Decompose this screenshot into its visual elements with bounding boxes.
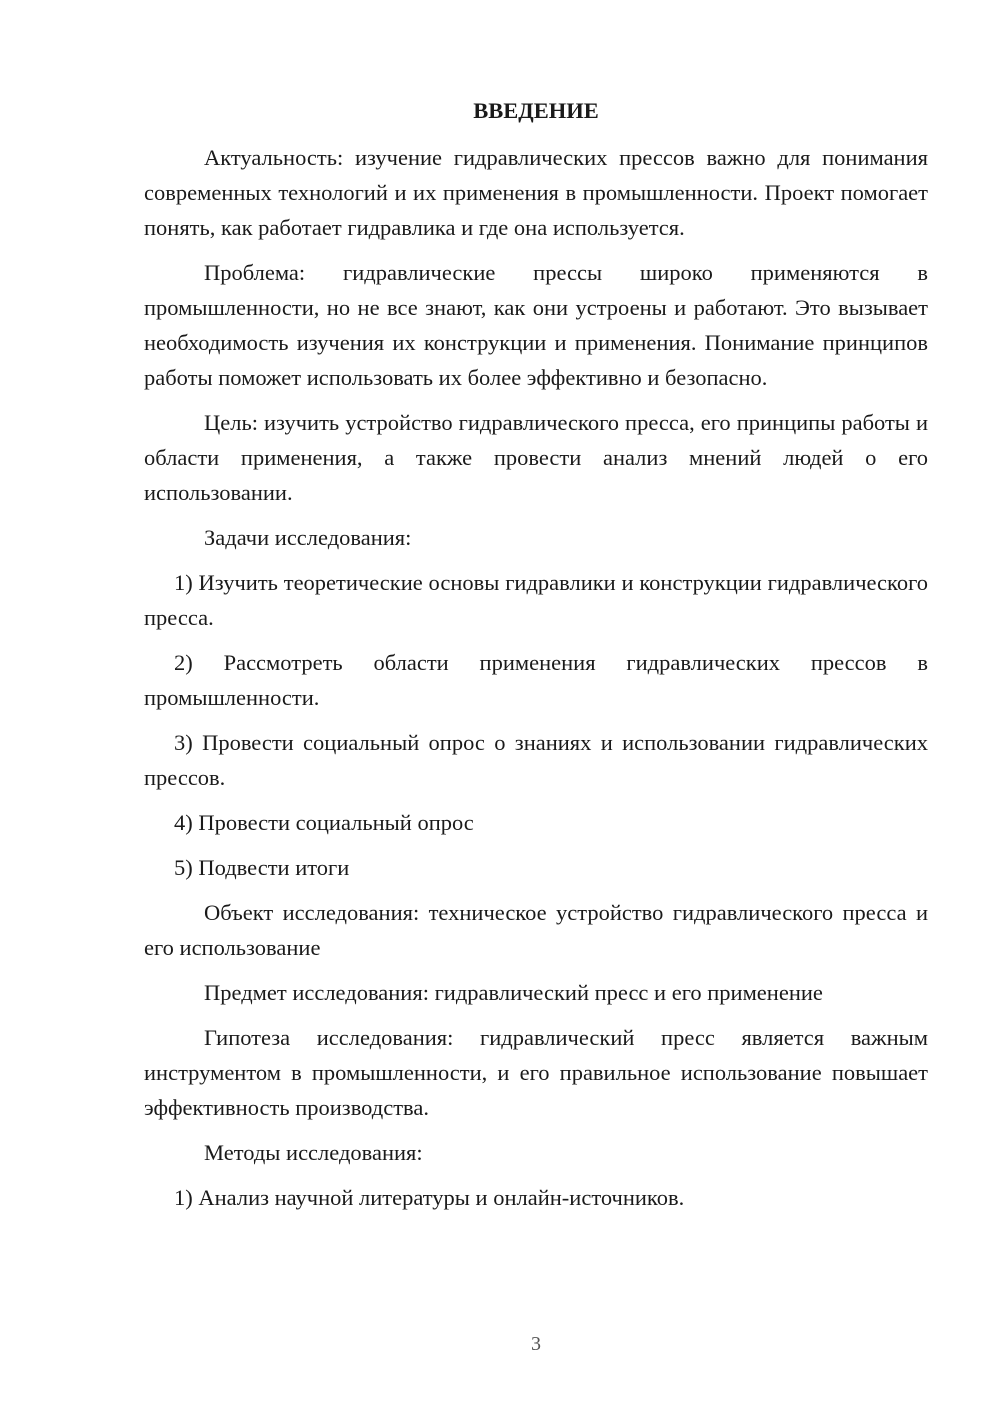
page-number: 3 — [531, 1333, 541, 1355]
section-heading: ВВЕДЕНИЕ — [473, 98, 599, 123]
page-content — [144, 92, 928, 1225]
relevance-paragraph: Актуальность: изучение гидравлических прессов важно для понимания современных технологий и их применения в промышленности. Проект помогает понять, как работает гидравлика и где она используется. — [144, 145, 928, 240]
task-item-1: 1) Изучить теоретические основы гидравлики и конструкции гидравлического пресса. — [144, 570, 928, 630]
task-item-2: 2) Рассмотреть области применения гидравлических прессов в промышленности. — [144, 650, 928, 710]
task-item-3: 3) Провести социальный опрос о знаниях и использовании гидравлических прессов. — [144, 730, 928, 790]
tasks-title: Задачи исследования: — [204, 525, 412, 550]
goal-paragraph: Цель: изучить устройство гидравлического пресса, его принципы работы и области применения, а также провести анализ мнений людей о его использовании. — [144, 410, 928, 505]
object-paragraph: Объект исследования: техническое устройство гидравлического пресса и его использование — [144, 900, 928, 960]
subject-paragraph: Предмет исследования: гидравлический пресс и его применение — [204, 980, 823, 1005]
hypothesis-paragraph: Гипотеза исследования: гидравлический пресс является важным инструментом в промышленности, и его правильное использование повышает эффективность производства. — [144, 1025, 928, 1120]
methods-title: Методы исследования: — [204, 1140, 423, 1165]
method-item-1: 1) Анализ научной литературы и онлайн-источников. — [174, 1185, 685, 1210]
task-item-5: 5) Подвести итоги — [174, 855, 350, 880]
task-item-4: 4) Провести социальный опрос — [174, 810, 474, 835]
problem-paragraph: Проблема: гидравлические прессы широко применяются в промышленности, но не все знают, как они устроены и работают. Это вызывает необходимость изучения их конструкции и применения. Понимание принципов работы поможет использовать их более эффективно и безопасно. — [144, 260, 928, 390]
